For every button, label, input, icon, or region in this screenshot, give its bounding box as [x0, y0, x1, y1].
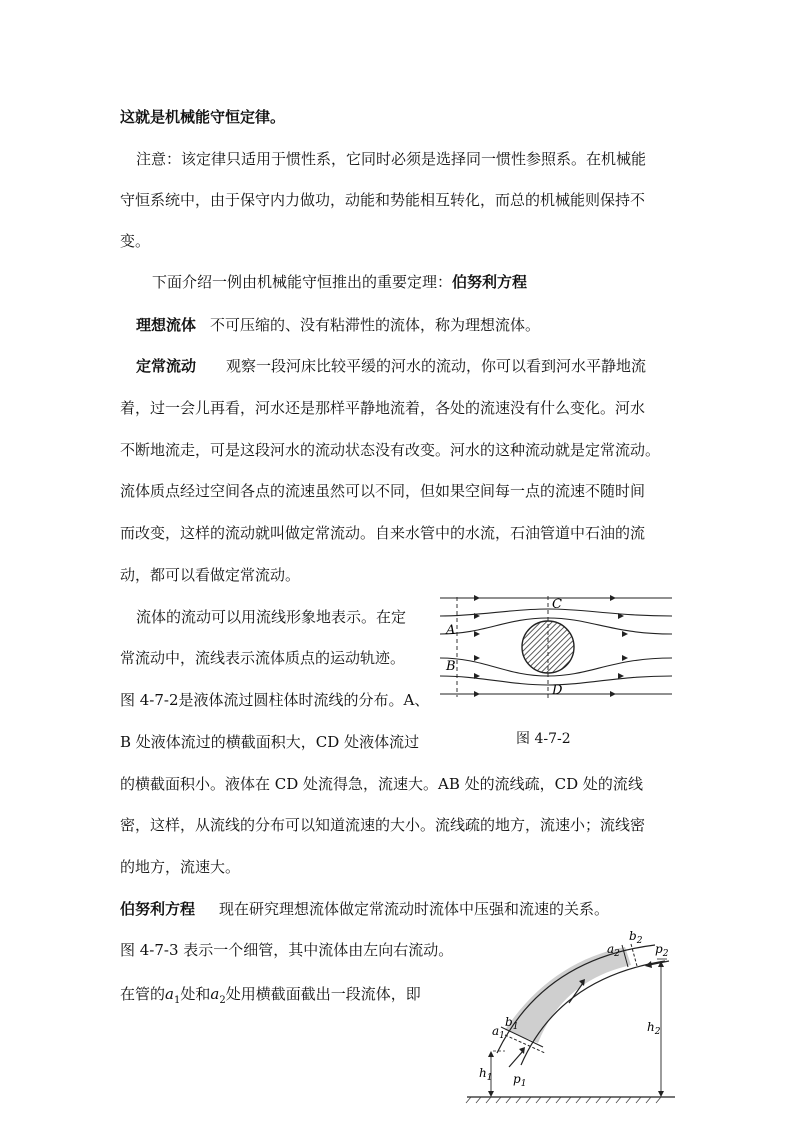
streamline-line-7: 的地方，流速大。: [120, 858, 241, 876]
note-line-2: 守恒系统中，由于保守内力做功，动能和势能相互转化，而总的机械能则保持不: [120, 191, 646, 209]
figure-caption-4-7-2: 图 4-7-2: [516, 731, 571, 747]
streamline-line-4: B 处液体流过的横截面积大，CD 处液体流过: [120, 733, 420, 751]
tube-line-2-post: 处用横截面截出一段流体，即: [225, 985, 421, 1003]
cylinder-shape: [522, 621, 574, 673]
label-c: C: [552, 597, 562, 612]
a1-subscript: 1: [173, 995, 181, 1006]
section-b2: [631, 944, 637, 966]
label-b1: $b_1$: [505, 1015, 519, 1032]
ideal-fluid-term: 理想流体: [136, 316, 197, 334]
label-b2: $b_2$: [629, 929, 643, 946]
intro-line: [152, 272, 527, 292]
label-p1: $p_1$: [513, 1072, 527, 1089]
bernoulli-line: [120, 899, 609, 919]
streamline-line-1: 流体的流动可以用流线形象地表示。在定: [136, 608, 407, 626]
tube-line-2-mid: 处和: [180, 985, 211, 1003]
label-h1: $h_1$: [479, 1066, 493, 1083]
label-d: D: [552, 683, 563, 698]
label-b: B: [446, 659, 456, 674]
steady-flow-line-2: 着，过一会儿再看，河水还是那样平静地流着，各处的流速没有什么变化。河水: [120, 399, 646, 417]
a2-symbol: a: [210, 985, 220, 1003]
steady-flow-term: 定常流动: [136, 357, 197, 375]
law-statement: 这就是机械能守恒定律。: [120, 108, 286, 126]
tube-line-1: 图 4-7-3 表示一个细管，其中流体由左向右流动。: [120, 941, 454, 959]
note-line-3: 变。: [120, 232, 151, 250]
steady-flow-line-4: 流体质点经过空间各点的流速虽然可以不同，但如果空间每一点的流速不随时间: [120, 482, 646, 500]
steady-flow-line-1: [136, 356, 646, 376]
ideal-fluid-text: 不可压缩的、没有粘滞性的流体，称为理想流体。: [210, 316, 541, 334]
a2-subscript: 2: [219, 995, 226, 1006]
label-a1: $a_1$: [492, 1024, 505, 1041]
note-line-1: 注意：该定律只适用于惯性系，它同时必须是选择同一惯性参照系。在机械能: [136, 150, 647, 168]
bernoulli-term: 伯努利方程: [120, 900, 196, 918]
streamline-line-5: 的横截面积小。液体在 CD 处流得急，流速大。AB 处的流线疏，CD 处的流线: [120, 775, 643, 793]
label-a: A: [446, 623, 456, 638]
streamline-line-3: 图 4-7-2是液体流过圆柱体时流线的分布。A、: [120, 691, 430, 709]
intro-term: 伯努利方程: [452, 273, 528, 291]
steady-flow-line-6: 动，都可以看做定常流动。: [120, 566, 301, 584]
fluid-segment: [505, 947, 631, 1043]
steady-flow-text-1: 观察一段河床比较平缓的河水的流动，你可以看到河水平静地流: [226, 357, 647, 375]
label-a2: $a_2$: [607, 942, 620, 959]
tube-line-2: [120, 984, 421, 1011]
label-p2: $p_2$: [655, 942, 669, 959]
ideal-fluid-line: [136, 315, 540, 335]
tube-figure: [465, 925, 680, 1105]
tube-line-2-pre: 在管的: [120, 985, 166, 1003]
steady-flow-line-3: 不断地流走，可是这段河水的流动状态没有改变。河水的这种流动就是定常流动。: [120, 441, 661, 459]
steady-flow-line-5: 而改变，这样的流动就叫做定常流动。自来水管中的水流，石油管道中石油的流: [120, 524, 646, 542]
streamline-line-2: 常流动中，流线表示流体质点的运动轨迹。: [120, 649, 406, 667]
bernoulli-text: 现在研究理想流体做定常流动时流体中压强和流速的关系。: [219, 900, 610, 918]
a1-symbol: a: [165, 985, 174, 1003]
streamline-figure: [440, 592, 680, 702]
streamline-line-6: 密，这样，从流线的分布可以知道流速的大小。流线疏的地方，流速小；流线密: [120, 816, 646, 834]
intro-text: 下面介绍一例由机械能守恒推出的重要定理：: [152, 273, 453, 291]
label-h2: $h_2$: [647, 1020, 661, 1037]
